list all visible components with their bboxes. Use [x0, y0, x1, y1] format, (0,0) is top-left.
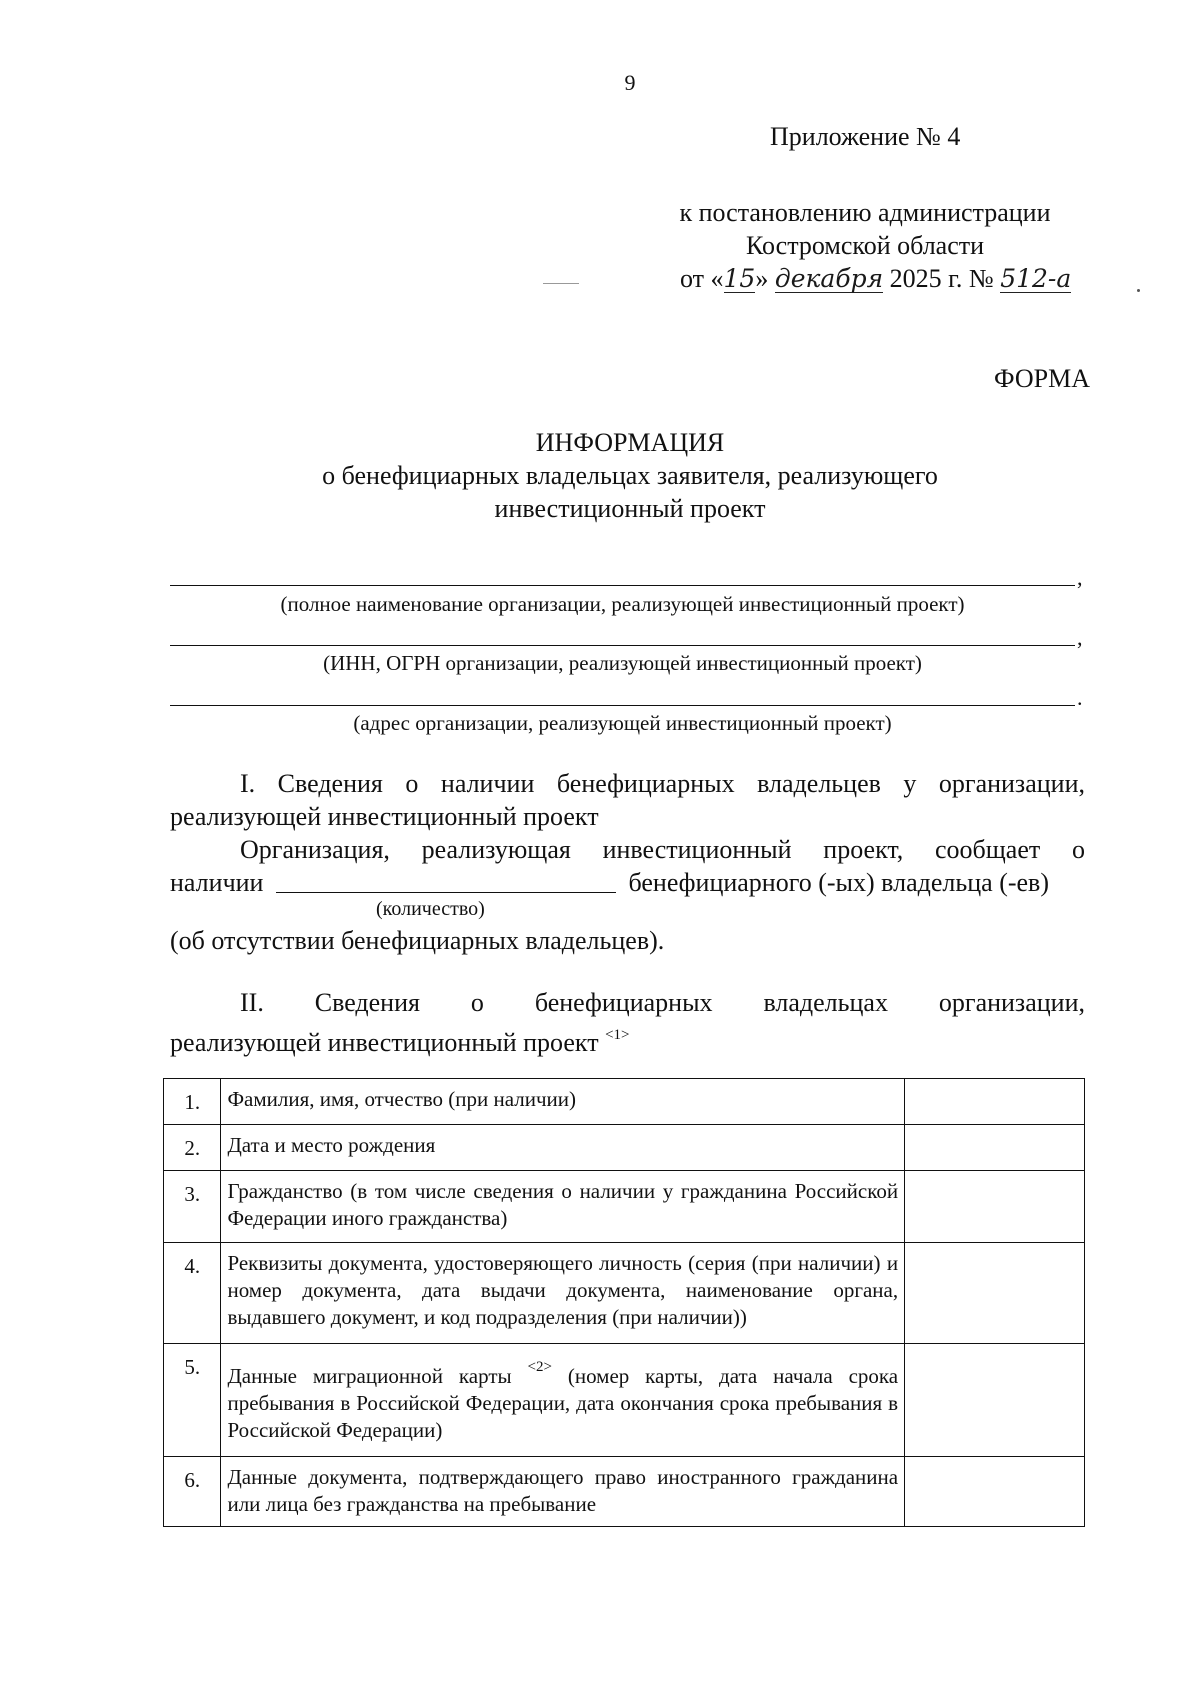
- document-title: ИНФОРМАЦИЯ: [535, 428, 725, 457]
- row-number: 5.: [164, 1344, 221, 1457]
- row-label-part-b: (номер карты, дата начала срока пребывания в Российской Федерации, дата окончания срока пребывания в Российской Федерации): [227, 1364, 899, 1442]
- date-prefix: от «: [680, 264, 724, 293]
- table-row: [164, 1125, 1085, 1171]
- row-number: 3.: [164, 1171, 221, 1243]
- row-value-cell[interactable]: [905, 1457, 1085, 1527]
- table-row: [164, 1457, 1085, 1527]
- inn-ogrn-field-line[interactable]: [170, 645, 1075, 646]
- row-number: 6.: [164, 1457, 221, 1527]
- reference-line-1: к постановлению администрации: [679, 198, 1051, 227]
- section-1-text-line-3: (об отсутствии бенефициарных владельцев).: [170, 926, 665, 955]
- org-name-punct: ,: [1077, 565, 1083, 590]
- row-number: 4.: [164, 1243, 221, 1344]
- quantity-blank[interactable]: [276, 868, 616, 893]
- row-label-part-a: Данные миграционной карты: [227, 1364, 512, 1388]
- stray-mark: [543, 283, 579, 284]
- row-label: Фамилия, имя, отчество (при наличии): [221, 1079, 905, 1125]
- date-mid: »: [755, 264, 775, 293]
- beneficiary-info-table: [163, 1078, 1085, 1527]
- address-punct: .: [1077, 685, 1083, 710]
- document-subtitle-line-1: о бенефициарных владельцах заявителя, реализующего: [322, 461, 938, 490]
- org-name-caption: (полное наименование организации, реализующей инвестиционный проект): [280, 592, 965, 616]
- text-before-blank: наличии: [170, 868, 264, 897]
- handwritten-day: 15: [723, 264, 756, 293]
- year-text: 2025 г. №: [883, 264, 994, 293]
- page-number: 9: [624, 70, 636, 95]
- section-2-heading-line-2: [170, 1019, 1085, 1059]
- reference-date-line: [680, 264, 1120, 294]
- text-after-blank: бенефициарного (-ых) владельца (-ев): [628, 868, 1049, 897]
- address-caption: (адрес организации, реализующей инвестиционный проект): [353, 711, 892, 735]
- table-row: [164, 1079, 1085, 1125]
- footnote-ref-1: <1>: [605, 1027, 630, 1043]
- section-2-heading-line-1: II. Сведения о бенефициарных владельцах организации,: [240, 988, 1085, 1017]
- section-1-text-line-2: [170, 866, 1085, 899]
- row-value-cell[interactable]: [905, 1171, 1085, 1243]
- table-row: [164, 1344, 1085, 1457]
- section-2-heading-text: реализующей инвестиционный проект: [170, 1028, 599, 1057]
- row-value-cell[interactable]: [905, 1125, 1085, 1171]
- quantity-caption: (количество): [376, 898, 485, 920]
- address-field-line[interactable]: [170, 705, 1075, 706]
- annex-title: Приложение № 4: [770, 122, 961, 151]
- row-label: Реквизиты документа, удостоверяющего личность (серия (при наличии) и номер документа, дата выдачи документа, наименование органа, выдавшего документ, и код подразделения (при наличии)): [221, 1243, 905, 1344]
- row-label: Дата и место рождения: [221, 1125, 905, 1171]
- row-value-cell[interactable]: [905, 1243, 1085, 1344]
- table-row: [164, 1171, 1085, 1243]
- row-label: Гражданство (в том числе сведения о наличии у гражданина Российской Федерации иного гражданства): [221, 1171, 905, 1243]
- org-name-field-line[interactable]: [170, 585, 1075, 586]
- handwritten-number: 512-а: [1000, 264, 1072, 293]
- row-value-cell[interactable]: [905, 1079, 1085, 1125]
- section-1-text-line-1: Организация, реализующая инвестиционный проект, сообщает о: [240, 835, 1085, 864]
- row-value-cell[interactable]: [905, 1344, 1085, 1457]
- footnote-ref-2: <2>: [527, 1359, 552, 1375]
- inn-ogrn-punct: ,: [1077, 625, 1083, 650]
- handwritten-month: декабря: [774, 264, 884, 293]
- reference-line-2: Костромской области: [745, 231, 985, 260]
- document-subtitle-line-2: инвестиционный проект: [494, 494, 766, 523]
- section-1-heading: I. Сведения о наличии бенефициарных владельцев у организации, реализующей инвестиционный проект: [170, 769, 1085, 831]
- row-number: 1.: [164, 1079, 221, 1125]
- row-label: Данные документа, подтверждающего право иностранного гражданина или лица без гражданства на пребывание: [221, 1457, 905, 1527]
- row-label: [221, 1344, 905, 1457]
- stray-dot: [1137, 289, 1140, 292]
- table-row: [164, 1243, 1085, 1344]
- row-number: 2.: [164, 1125, 221, 1171]
- forma-label: ФОРМА: [994, 364, 1090, 393]
- inn-ogrn-caption: (ИНН, ОГРН организации, реализующей инвестиционный проект): [323, 651, 922, 675]
